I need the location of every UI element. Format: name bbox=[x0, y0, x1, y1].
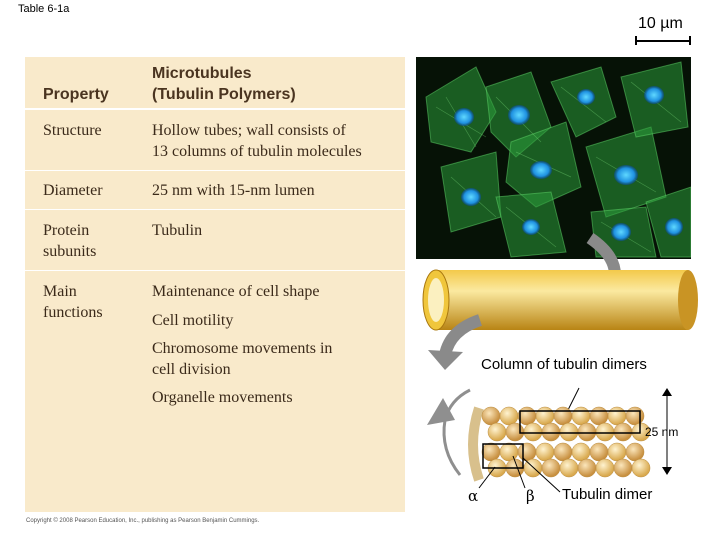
table-label: Table 6-1a bbox=[18, 3, 70, 15]
row-functions-value-4: Organelle movements bbox=[152, 389, 293, 406]
tubulin-subunit bbox=[614, 423, 632, 441]
row-functions-value-3-line2: cell division bbox=[152, 361, 231, 378]
tubulin-subunit bbox=[578, 423, 596, 441]
tubulin-subunit bbox=[614, 459, 632, 477]
column-label: Column of tubulin dimers bbox=[481, 356, 647, 373]
tubulin-subunit bbox=[536, 407, 554, 425]
lattice-back bbox=[473, 408, 479, 480]
copyright-notice: Copyright © 2008 Pearson Education, Inc., publishing as Pearson Benjamin Cummings. bbox=[26, 518, 260, 524]
tubulin-subunit bbox=[590, 443, 608, 461]
row-diameter-property: Diameter bbox=[43, 182, 103, 199]
row-diameter-value: 25 nm with 15-nm lumen bbox=[152, 182, 315, 199]
tubulin-subunit bbox=[578, 459, 596, 477]
property-table bbox=[25, 57, 405, 512]
tubulin-subunit bbox=[518, 443, 536, 461]
row-structure-value-line1: Hollow tubes; wall consists of bbox=[152, 122, 346, 139]
row-functions-value-1: Maintenance of cell shape bbox=[152, 283, 320, 300]
scale-bar-label: 10 µm bbox=[638, 15, 683, 32]
row-divider bbox=[25, 209, 405, 210]
row-structure-property: Structure bbox=[43, 122, 102, 139]
row-functions-value-3-line1: Chromosome movements in bbox=[152, 340, 333, 357]
fluorescence-micrograph bbox=[416, 57, 691, 259]
alpha-label: α bbox=[468, 487, 479, 505]
tubulin-subunit bbox=[590, 407, 608, 425]
header-microtubules bbox=[152, 63, 296, 105]
tubulin-subunit bbox=[596, 423, 614, 441]
scale-bar bbox=[630, 34, 694, 46]
tubulin-subunit bbox=[608, 407, 626, 425]
tubulin-subunit bbox=[542, 423, 560, 441]
row-structure-value bbox=[152, 120, 362, 162]
diameter-arrow-bottom bbox=[662, 467, 672, 475]
tubulin-subunit bbox=[608, 443, 626, 461]
row-functions-property-line2: functions bbox=[43, 304, 103, 321]
row-functions-value-2: Cell motility bbox=[152, 312, 234, 329]
header-property: Property bbox=[43, 86, 109, 103]
row-functions-property-line1: Main bbox=[43, 283, 77, 300]
row-divider bbox=[25, 270, 405, 271]
tubulin-subunit bbox=[506, 423, 524, 441]
tubulin-subunit bbox=[596, 459, 614, 477]
row-functions-value-3 bbox=[152, 338, 332, 380]
tubulin-subunit bbox=[500, 443, 518, 461]
rotation-arrow-head bbox=[427, 398, 455, 425]
arrow-to-tube bbox=[590, 238, 615, 275]
row-divider bbox=[25, 170, 405, 171]
micrograph-image bbox=[416, 57, 691, 259]
tubulin-subunit bbox=[500, 407, 518, 425]
tubulin-subunit bbox=[488, 423, 506, 441]
tubulin-subunit bbox=[560, 459, 578, 477]
tubulin-subunit bbox=[554, 407, 572, 425]
tubulin-subunit bbox=[572, 443, 590, 461]
tubulin-subunit bbox=[572, 407, 590, 425]
row-protein-property bbox=[43, 220, 96, 262]
tubulin-subunit bbox=[626, 443, 644, 461]
tubulin-subunit bbox=[632, 459, 650, 477]
tubulin-subunit bbox=[482, 407, 500, 425]
tubulin-subunit bbox=[524, 423, 542, 441]
tubulin-subunit bbox=[560, 423, 578, 441]
diameter-arrow-top bbox=[662, 388, 672, 396]
tubulin-subunit bbox=[554, 443, 572, 461]
tubulin-subunit bbox=[626, 407, 644, 425]
tubulin-subunit bbox=[542, 459, 560, 477]
beta-label: β bbox=[526, 487, 535, 505]
header-divider bbox=[25, 108, 405, 110]
header-microtubules-line2: (Tubulin Polymers) bbox=[152, 86, 296, 103]
arrow-to-model-head bbox=[428, 350, 463, 370]
diameter-label: 25 nm bbox=[645, 425, 679, 439]
row-structure-value-line2: 13 columns of tubulin molecules bbox=[152, 143, 362, 160]
row-protein-value: Tubulin bbox=[152, 222, 203, 239]
tubulin-subunit bbox=[536, 443, 554, 461]
rotation-arrow bbox=[444, 390, 470, 475]
dimer-label: Tubulin dimer bbox=[562, 486, 653, 503]
header-microtubules-line1: Microtubules bbox=[152, 65, 252, 82]
row-protein-property-line2: subunits bbox=[43, 243, 97, 260]
tubulin-subunit bbox=[482, 443, 500, 461]
microtubule-diagram bbox=[415, 230, 715, 520]
row-protein-property-line1: Protein bbox=[43, 222, 90, 239]
row-functions-property bbox=[43, 281, 103, 323]
